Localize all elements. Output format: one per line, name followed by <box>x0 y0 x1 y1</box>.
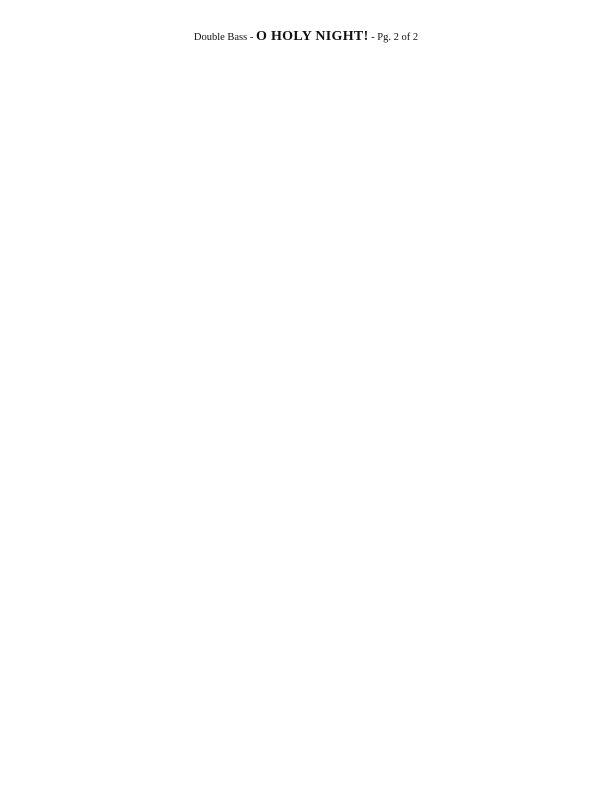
song-title: O HOLY NIGHT! <box>255 29 369 44</box>
part-name: Double Bass - <box>193 32 256 43</box>
page-indicator: - Pg. 2 of 2 <box>368 32 419 43</box>
